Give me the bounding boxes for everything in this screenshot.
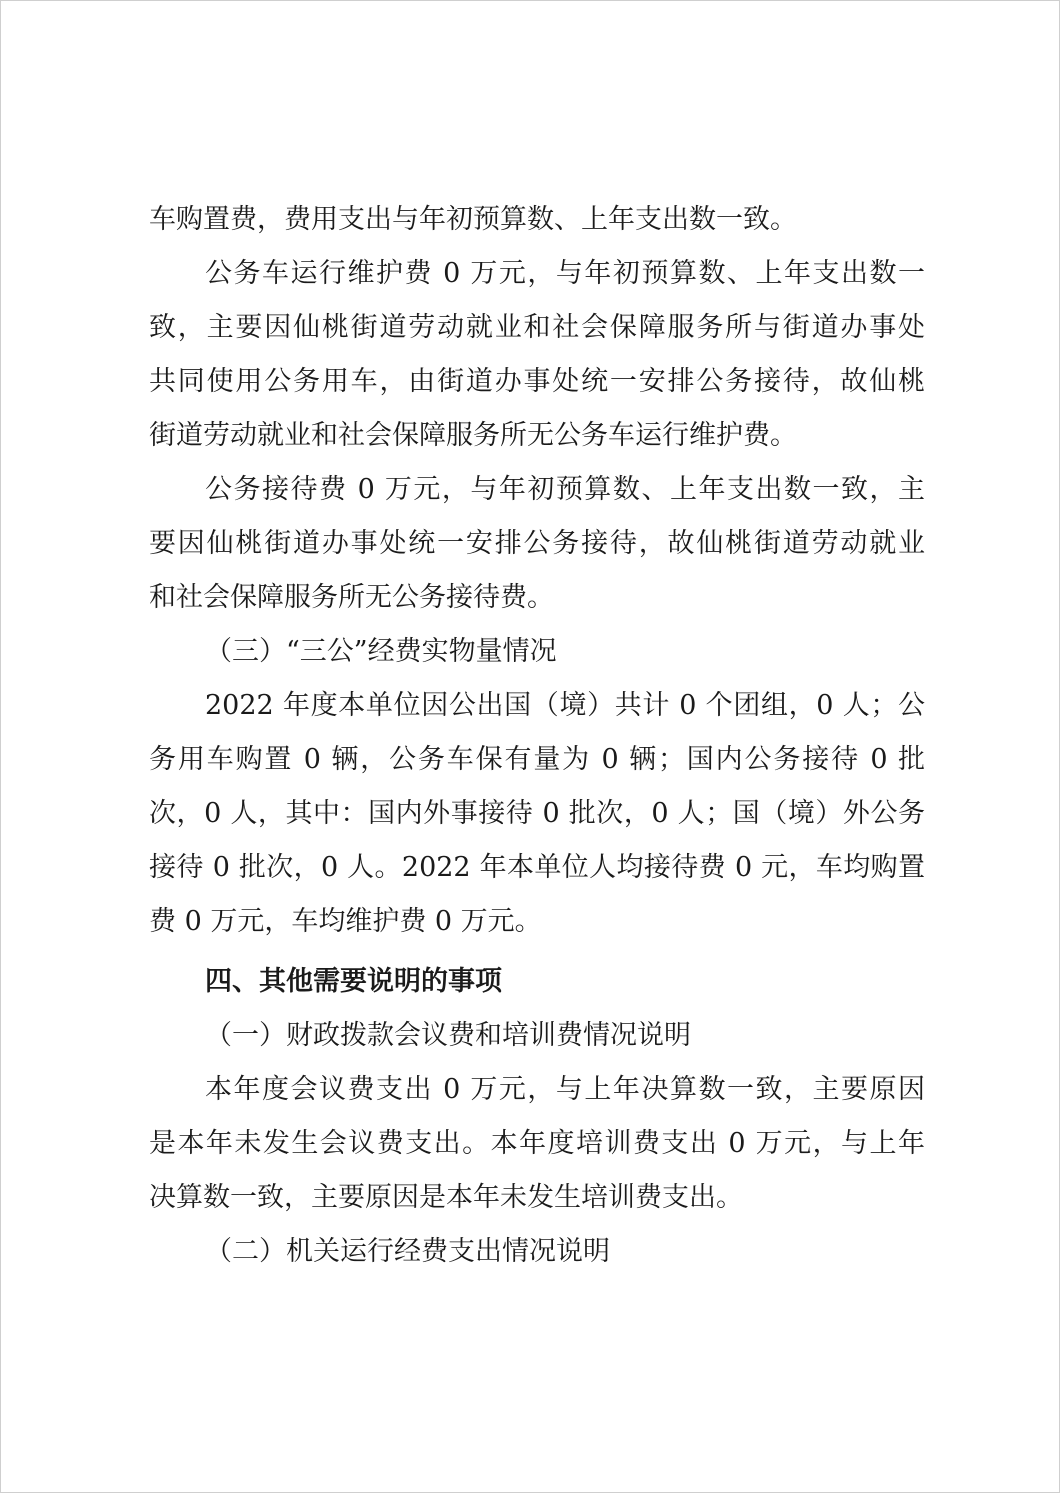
text-line: 公务车运行维护费 0 万元，与年初预算数、上年支出数一 [205, 258, 925, 289]
text-line: 车购置费，费用支出与年初预算数、上年支出数一致。 [149, 204, 797, 235]
text-line: 决算数一致，主要原因是本年未发生培训费支出。 [149, 1182, 743, 1213]
text-line: 2022 年度本单位因公出国（境）共计 0 个团组，0 人；公 [205, 690, 925, 721]
text-line: 共同使用公务用车，由街道办事处统一安排公务接待，故仙桃 [149, 366, 925, 397]
subsection-heading: （三）“三公”经费实物量情况 [205, 636, 557, 667]
subsection-heading: （一）财政拨款会议费和培训费情况说明 [205, 1020, 691, 1051]
text-line: 是本年未发生会议费支出。本年度培训费支出 0 万元，与上年 [149, 1128, 925, 1159]
text-line: 接待 0 批次，0 人。2022 年本单位人均接待费 0 元，车均购置 [149, 852, 925, 883]
text-line: 本年度会议费支出 0 万元，与上年决算数一致，主要原因 [205, 1074, 925, 1105]
text-line: 和社会保障服务所无公务接待费。 [149, 582, 554, 613]
text-line: 要因仙桃街道办事处统一安排公务接待，故仙桃街道劳动就业 [149, 528, 925, 559]
text-line: 务用车购置 0 辆，公务车保有量为 0 辆；国内公务接待 0 批 [149, 744, 925, 775]
text-line: 公务接待费 0 万元，与年初预算数、上年支出数一致，主 [205, 474, 925, 505]
document-body [149, 193, 925, 1279]
section-heading: 四、其他需要说明的事项 [205, 966, 502, 997]
text-line: 次，0 人，其中：国内外事接待 0 批次，0 人；国（境）外公务 [149, 798, 925, 829]
text-line: 街道劳动就业和社会保障服务所无公务车运行维护费。 [149, 420, 797, 451]
subsection-heading: （二）机关运行经费支出情况说明 [205, 1236, 610, 1267]
text-line: 费 0 万元，车均维护费 0 万元。 [149, 906, 542, 937]
text-line: 致，主要因仙桃街道劳动就业和社会保障服务所与街道办事处 [149, 312, 925, 343]
